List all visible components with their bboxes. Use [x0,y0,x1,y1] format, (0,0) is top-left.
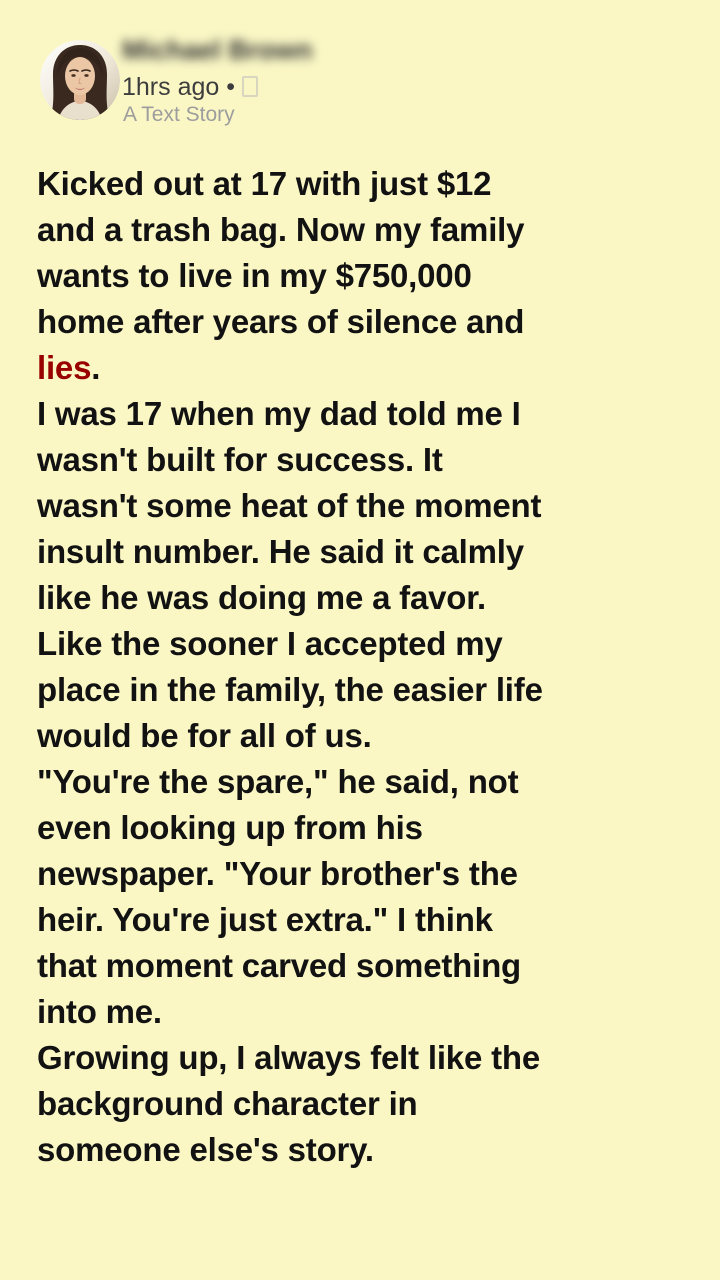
story-line: background character in [37,1085,418,1122]
story-line: wants to live in my $750,000 [37,257,472,294]
story-line: wasn't built for success. It [37,441,443,478]
username-blurred[interactable]: Michael Brown [122,35,313,65]
story-line: like he was doing me a favor. [37,579,487,616]
meta-separator: • [226,73,236,101]
story-line: into me. [37,993,162,1030]
story-line: Like the sooner I accepted my [37,625,503,662]
story-line: "You're the spare," he said, not [37,763,519,800]
story-text [37,161,697,1173]
story-line: and a trash bag. Now my family [37,211,525,248]
story-line: Growing up, I always felt like the [37,1039,540,1076]
story-line: heir. You're just extra." I think [37,901,493,938]
missing-glyph-icon [242,76,258,97]
story-line: insult number. He said it calmly [37,533,524,570]
story-line: newspaper. "Your brother's the [37,855,518,892]
post-subtitle: A Text Story [123,103,235,126]
highlighted-word: lies [37,349,92,386]
timestamp: 1hrs ago [122,73,220,101]
story-line: that moment carved something [37,947,521,984]
story-line-highlight [37,345,697,391]
story-line: would be for all of us. [37,717,372,754]
highlight-suffix: . [91,349,101,386]
story-line: wasn't some heat of the moment [37,487,542,524]
avatar-photo [40,40,120,120]
story-line: home after years of silence and [37,303,525,340]
story-line: even looking up from his [37,809,423,846]
post-meta [122,73,258,101]
story-line: Kicked out at 17 with just $12 [37,165,492,202]
avatar[interactable] [40,40,120,120]
story-line: I was 17 when my dad told me I [37,395,521,432]
story-line: someone else's story. [37,1131,374,1168]
story-line: place in the family, the easier life [37,671,543,708]
